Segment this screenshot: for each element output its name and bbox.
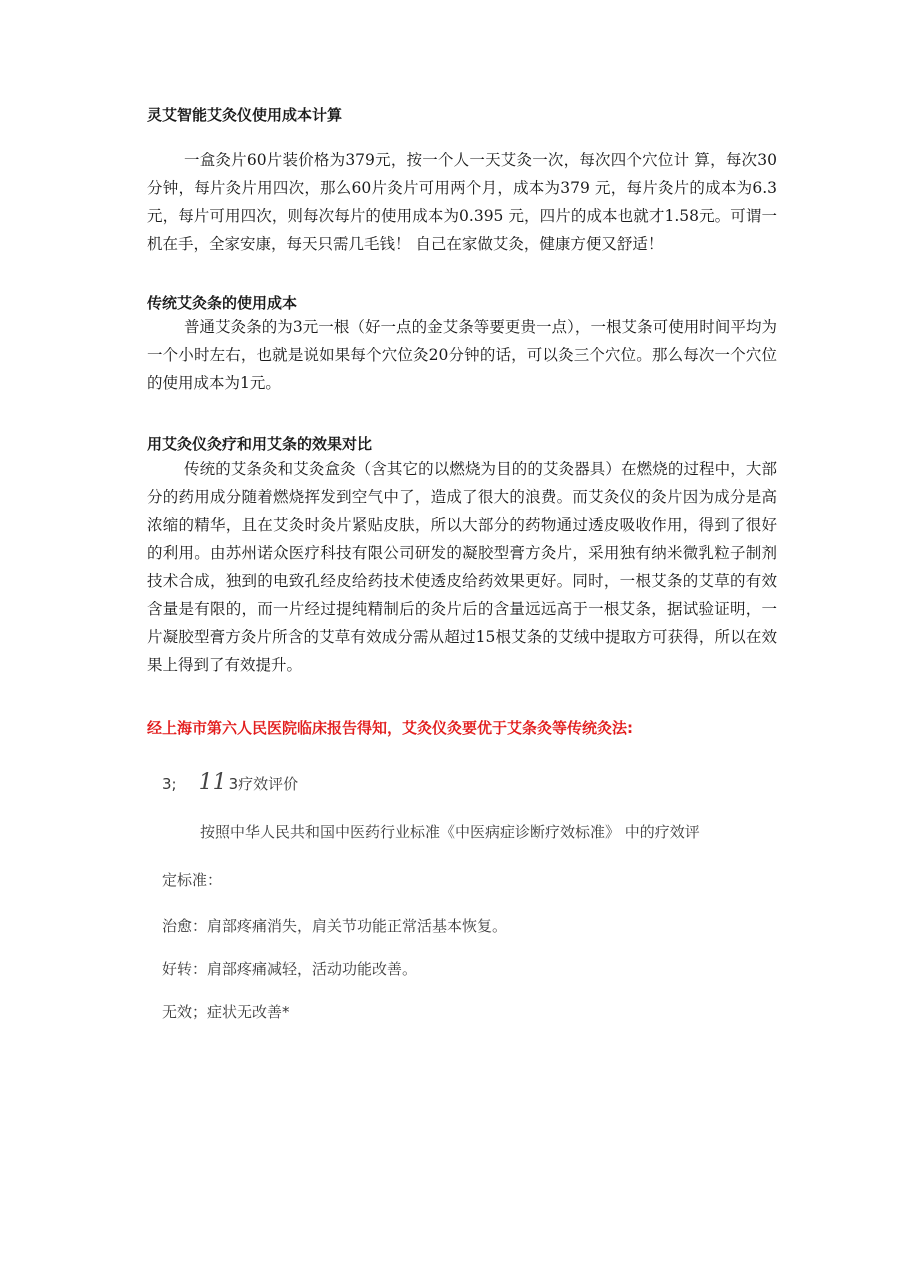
evaluation-title: 3疗效评价 <box>228 775 299 793</box>
evaluation-prefix: 3; <box>162 775 177 793</box>
evaluation-number: 11 <box>198 770 227 795</box>
evaluation-standard-line1: 按照中华人民共和国中医药行业标准《中医病症诊断疗效标准》 中的疗效评 <box>200 823 700 841</box>
clinical-report-note: 经上海市第六人民医院临床报告得知，艾灸仪灸要优于艾条灸等传统灸法: <box>147 719 634 737</box>
criterion-improved: 好转：肩部疼痛减轻，活动功能改善。 <box>162 960 418 978</box>
section1-paragraph: 一盒灸片60片装价格为379元，按一个人一天艾灸一次，每次四个穴位计 算，每次30分钟，每片灸片用四次，那么60片灸片可用两个月，成本为379 元，每片灸片的成本为6.3元，每片可用四次，则每次每片的使用成本为0.395 元，四片的成本也就才1.58元。可谓一机在手，全家安康，每天只需几毛钱！ 自己在家做艾灸，健康方便又舒适！ <box>147 151 777 253</box>
section1-heading: 灵艾智能艾灸仪使用成本计算 <box>147 106 343 124</box>
criterion-ineffective: 无效；症状无改善* <box>162 1003 290 1021</box>
section2-body <box>147 313 777 397</box>
section3-paragraph: 传统的艾条灸和艾灸盒灸（含其它的以燃烧为目的的艾灸器具）在燃烧的过程中，大部分的药用成分随着燃烧挥发到空气中了，造成了很大的浪费。而艾灸仪的灸片因为成分是高浓缩的精华，且在艾灸时灸片紧贴皮肤，所以大部分的药物通过透皮吸收作用，得到了很好的利用。由苏州诺众医疗科技有限公司研发的凝胶型膏方灸片，采用独有纳米微乳粒子制剂技术合成，独到的电致孔经皮给药技术使透皮给药效果更好。同时，一根艾条的艾草的有效含量是有限的，而一片经过提纯精制后的灸片后的含量远远高于一根艾条，据试验证明，一片凝胶型膏方灸片所含的艾草有效成分需从超过15根艾条的艾绒中提取方可获得，所以在效果上得到了有效提升。 <box>147 460 777 674</box>
section3-heading: 用艾灸仪灸疗和用艾条的效果对比 <box>147 435 373 453</box>
criterion-cured: 治愈：肩部疼痛消失，肩关节功能正常活基本恢复。 <box>162 917 508 935</box>
section3-body <box>147 455 777 679</box>
section2-heading: 传统艾灸条的使用成本 <box>147 294 298 312</box>
evaluation-heading <box>162 770 298 795</box>
evaluation-standard-line2: 定标准： <box>162 871 223 889</box>
section2-paragraph: 普通艾灸条的为3元一根（好一点的金艾条等要更贵一点），一根艾条可使用时间平均为一个小时左右，也就是说如果每个穴位灸20分钟的话，可以灸三个穴位。那么每次一个穴位的使用成本为1元。 <box>147 318 777 392</box>
section1-body <box>147 146 777 258</box>
